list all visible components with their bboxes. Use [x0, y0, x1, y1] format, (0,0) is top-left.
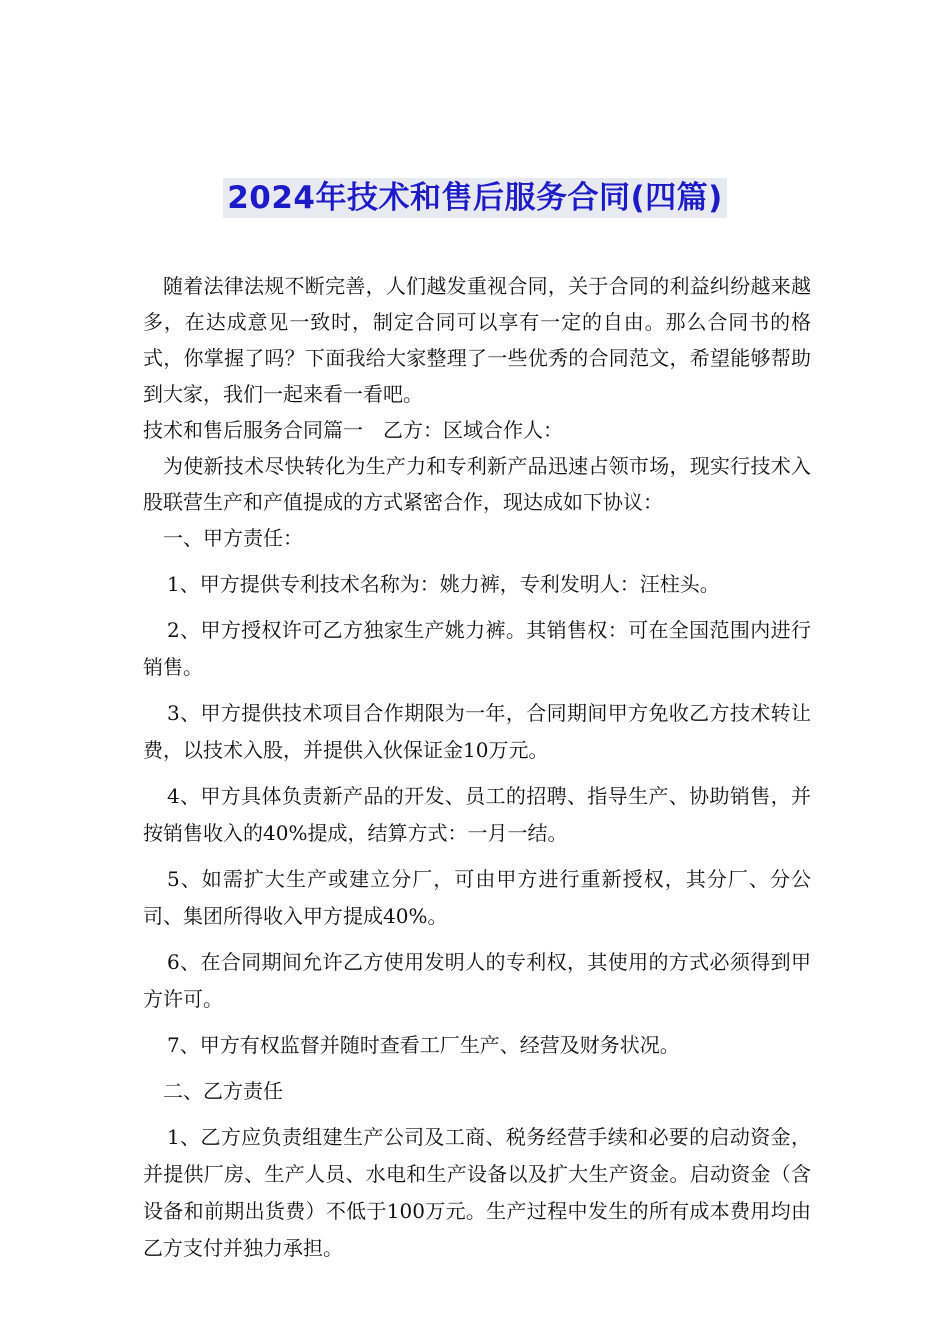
- party-b-clause-1: 1、乙方应负责组建生产公司及工商、税务经营手续和必要的启动资金，并提供厂房、生产人员、水电和生产设备以及扩大生产资金。启动资金（含设备和前期出货费）不低于100万元。生产过程中发生的所有成本费用均由乙方支付并独力承担。: [143, 1125, 811, 1260]
- party-a-clause-5: 5、如需扩大生产或建立分厂，可由甲方进行重新授权，其分厂、分公司、集团所得收入甲方提成40%。: [143, 867, 811, 928]
- intro-paragraph: 随着法律法规不断完善，人们越发重视合同，关于合同的利益纠纷越来越多，在达成意见一致时，制定合同可以享有一定的自由。那么合同书的格式，你掌握了吗？下面我给大家整理了一些优秀的合同范文，希望能够帮助到大家，我们一起来看一看吧。: [143, 274, 811, 406]
- party-a-clause-4: 4、甲方具体负责新产品的开发、员工的招聘、指导生产、协助销售，并按销售收入的40%提成，结算方式：一月一结。: [143, 784, 811, 845]
- section-heading-contract-one: 技术和售后服务合同篇一 乙方：区域合作人：: [143, 418, 563, 442]
- party-a-clause-6: 6、在合同期间允许乙方使用发明人的专利权，其使用的方式必须得到甲方许可。: [143, 950, 811, 1011]
- party-b-heading: 二、乙方责任: [163, 1079, 283, 1103]
- document-title: 2024年技术和售后服务合同(四篇): [223, 178, 727, 218]
- party-a-clause-3: 3、甲方提供技术项目合作期限为一年，合同期间甲方免收乙方技术转让费，以技术入股，并提供入伙保证金10万元。: [143, 701, 811, 762]
- party-a-clause-2: 2、甲方授权许可乙方独家生产姚力裤。其销售权：可在全国范围内进行销售。: [143, 618, 811, 679]
- document-body: [143, 268, 811, 1267]
- party-a-clause-1: 1、甲方提供专利技术名称为：姚力裤，专利发明人：汪柱头。: [167, 572, 720, 596]
- party-a-heading: 一、甲方责任：: [163, 526, 303, 550]
- party-a-clause-7: 7、甲方有权监督并随时查看工厂生产、经营及财务状况。: [167, 1033, 680, 1057]
- purpose-paragraph: 为使新技术尽快转化为生产力和专利新产品迅速占领市场，现实行技术入股联营生产和产值提成的方式紧密合作，现达成如下协议：: [143, 454, 811, 514]
- title-container: [0, 178, 950, 218]
